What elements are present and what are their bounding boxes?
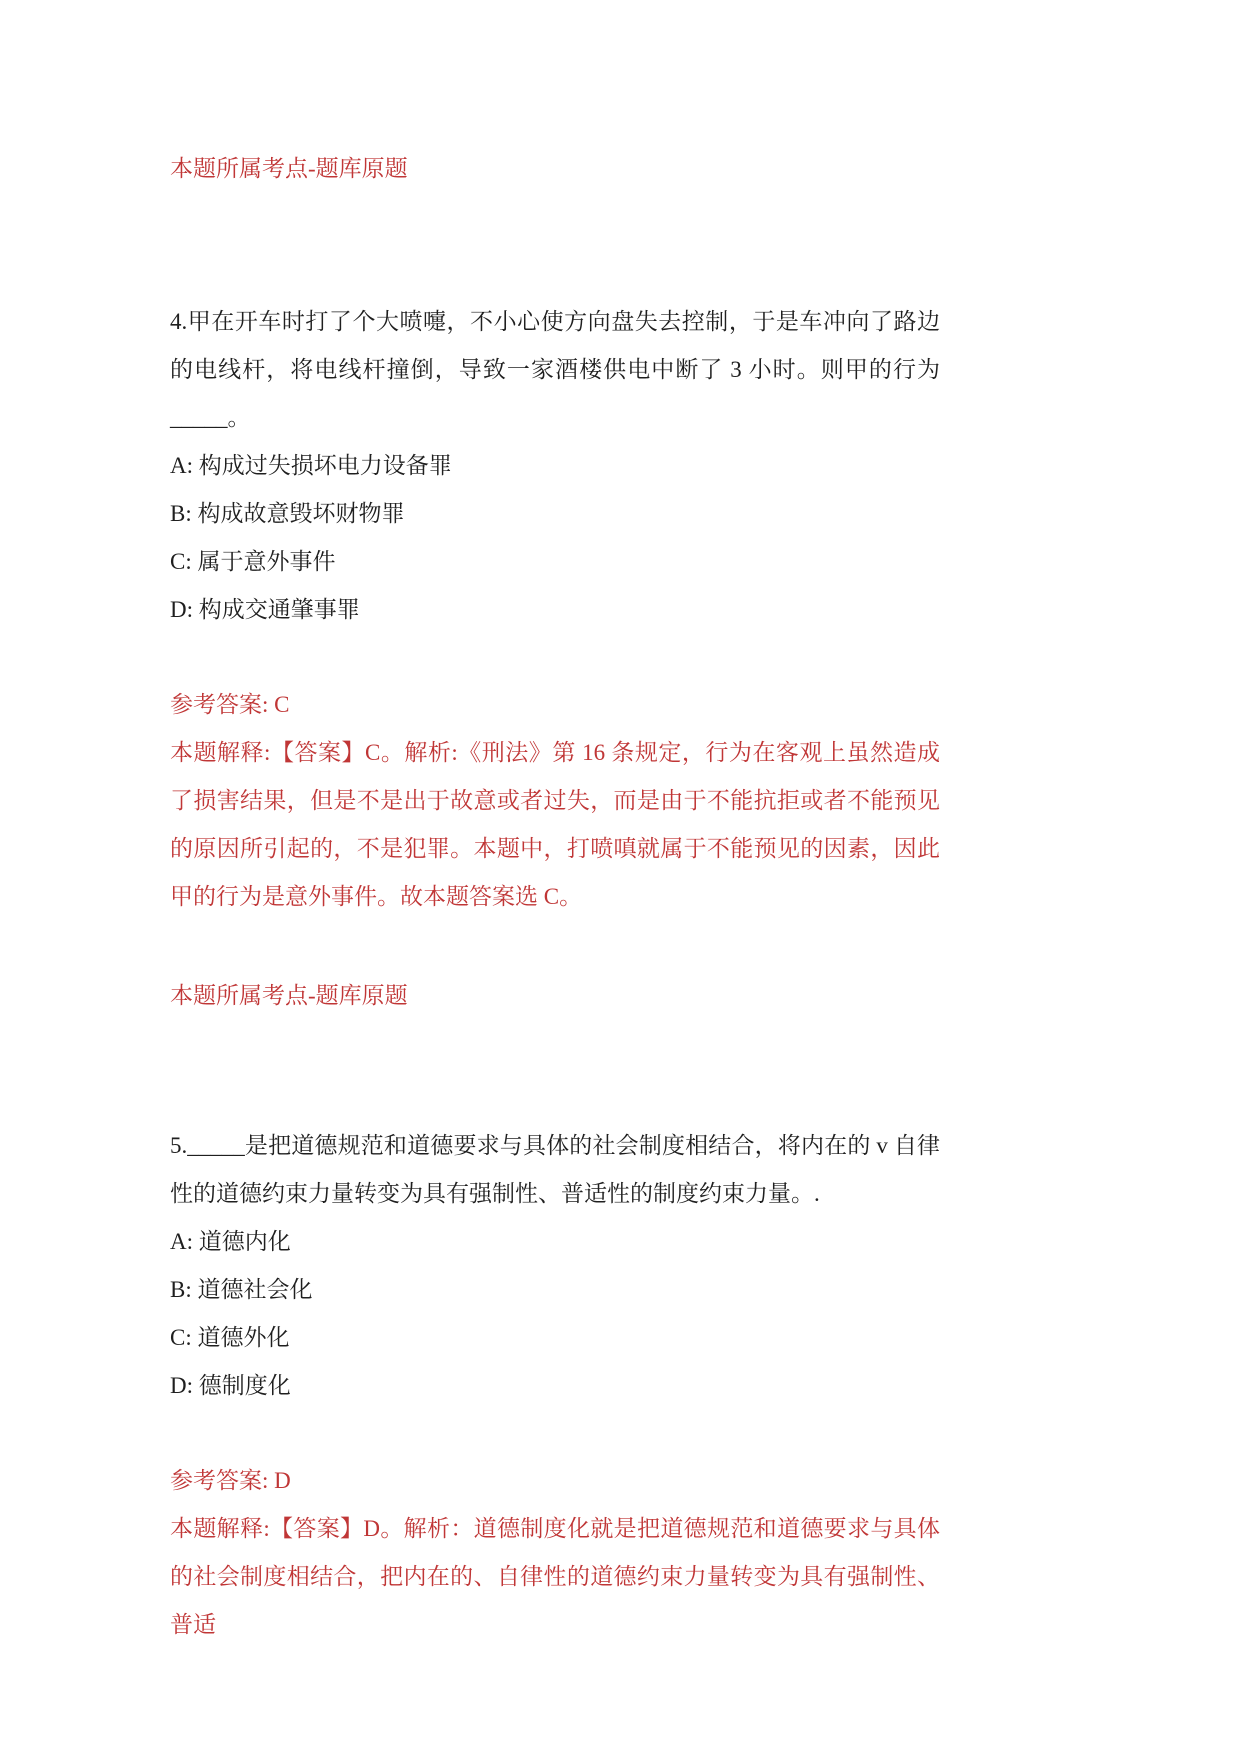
question-5-reference-answer: 参考答案: D xyxy=(170,1468,291,1493)
question-5-option-c: C: 道德外化 xyxy=(170,1325,290,1350)
question-5-stem: 5._____是把道德规范和道德要求与具体的社会制度相结合，将内在的 v 自律性的道德约束力量转变为具有强制性、普适性的制度约束力量。. xyxy=(170,1133,940,1206)
question-4-option-b: B: 构成故意毁坏财物罪 xyxy=(170,501,405,526)
question-4-option-d: D: 构成交通肇事罪 xyxy=(170,597,360,622)
question-5-option-d: D: 德制度化 xyxy=(170,1373,291,1398)
question-4-reference-answer: 参考答案: C xyxy=(170,692,290,717)
question-4 xyxy=(170,298,940,634)
topic-heading-2: 本题所属考点-题库原题 xyxy=(170,983,408,1008)
question-4-explanation: 本题解释:【答案】C。解析:《刑法》第 16 条规定，行为在客观上虽然造成了损害结果，但是不是出于故意或者过失，而是由于不能抗拒或者不能预见的原因所引起的，不是犯罪。本题中，打喷嗔就属于不能预见的因素，因此甲的行为是意外事件。故本题答案选 C。 xyxy=(170,740,940,909)
topic-heading-1: 本题所属考点-题库原题 xyxy=(170,156,408,181)
question-5-option-b: B: 道德社会化 xyxy=(170,1277,313,1302)
question-5-explanation: 本题解释:【答案】D。解析：道德制度化就是把道德规范和道德要求与具体的社会制度相结合，把内在的、自律性的道德约束力量转变为具有强制性、普适 xyxy=(170,1516,940,1637)
question-5-option-a: A: 道德内化 xyxy=(170,1229,291,1254)
question-5 xyxy=(170,1122,940,1410)
question-4-option-a: A: 构成过失损坏电力设备罪 xyxy=(170,453,452,478)
question-4-stem: 4.甲在开车时打了个大喷嚏，不小心使方向盘失去控制，于是车冲向了路边的电线杆，将电线杆撞倒，导致一家酒楼供电中断了 3 小时。则甲的行为_____。 xyxy=(170,309,940,430)
question-4-option-c: C: 属于意外事件 xyxy=(170,549,336,574)
